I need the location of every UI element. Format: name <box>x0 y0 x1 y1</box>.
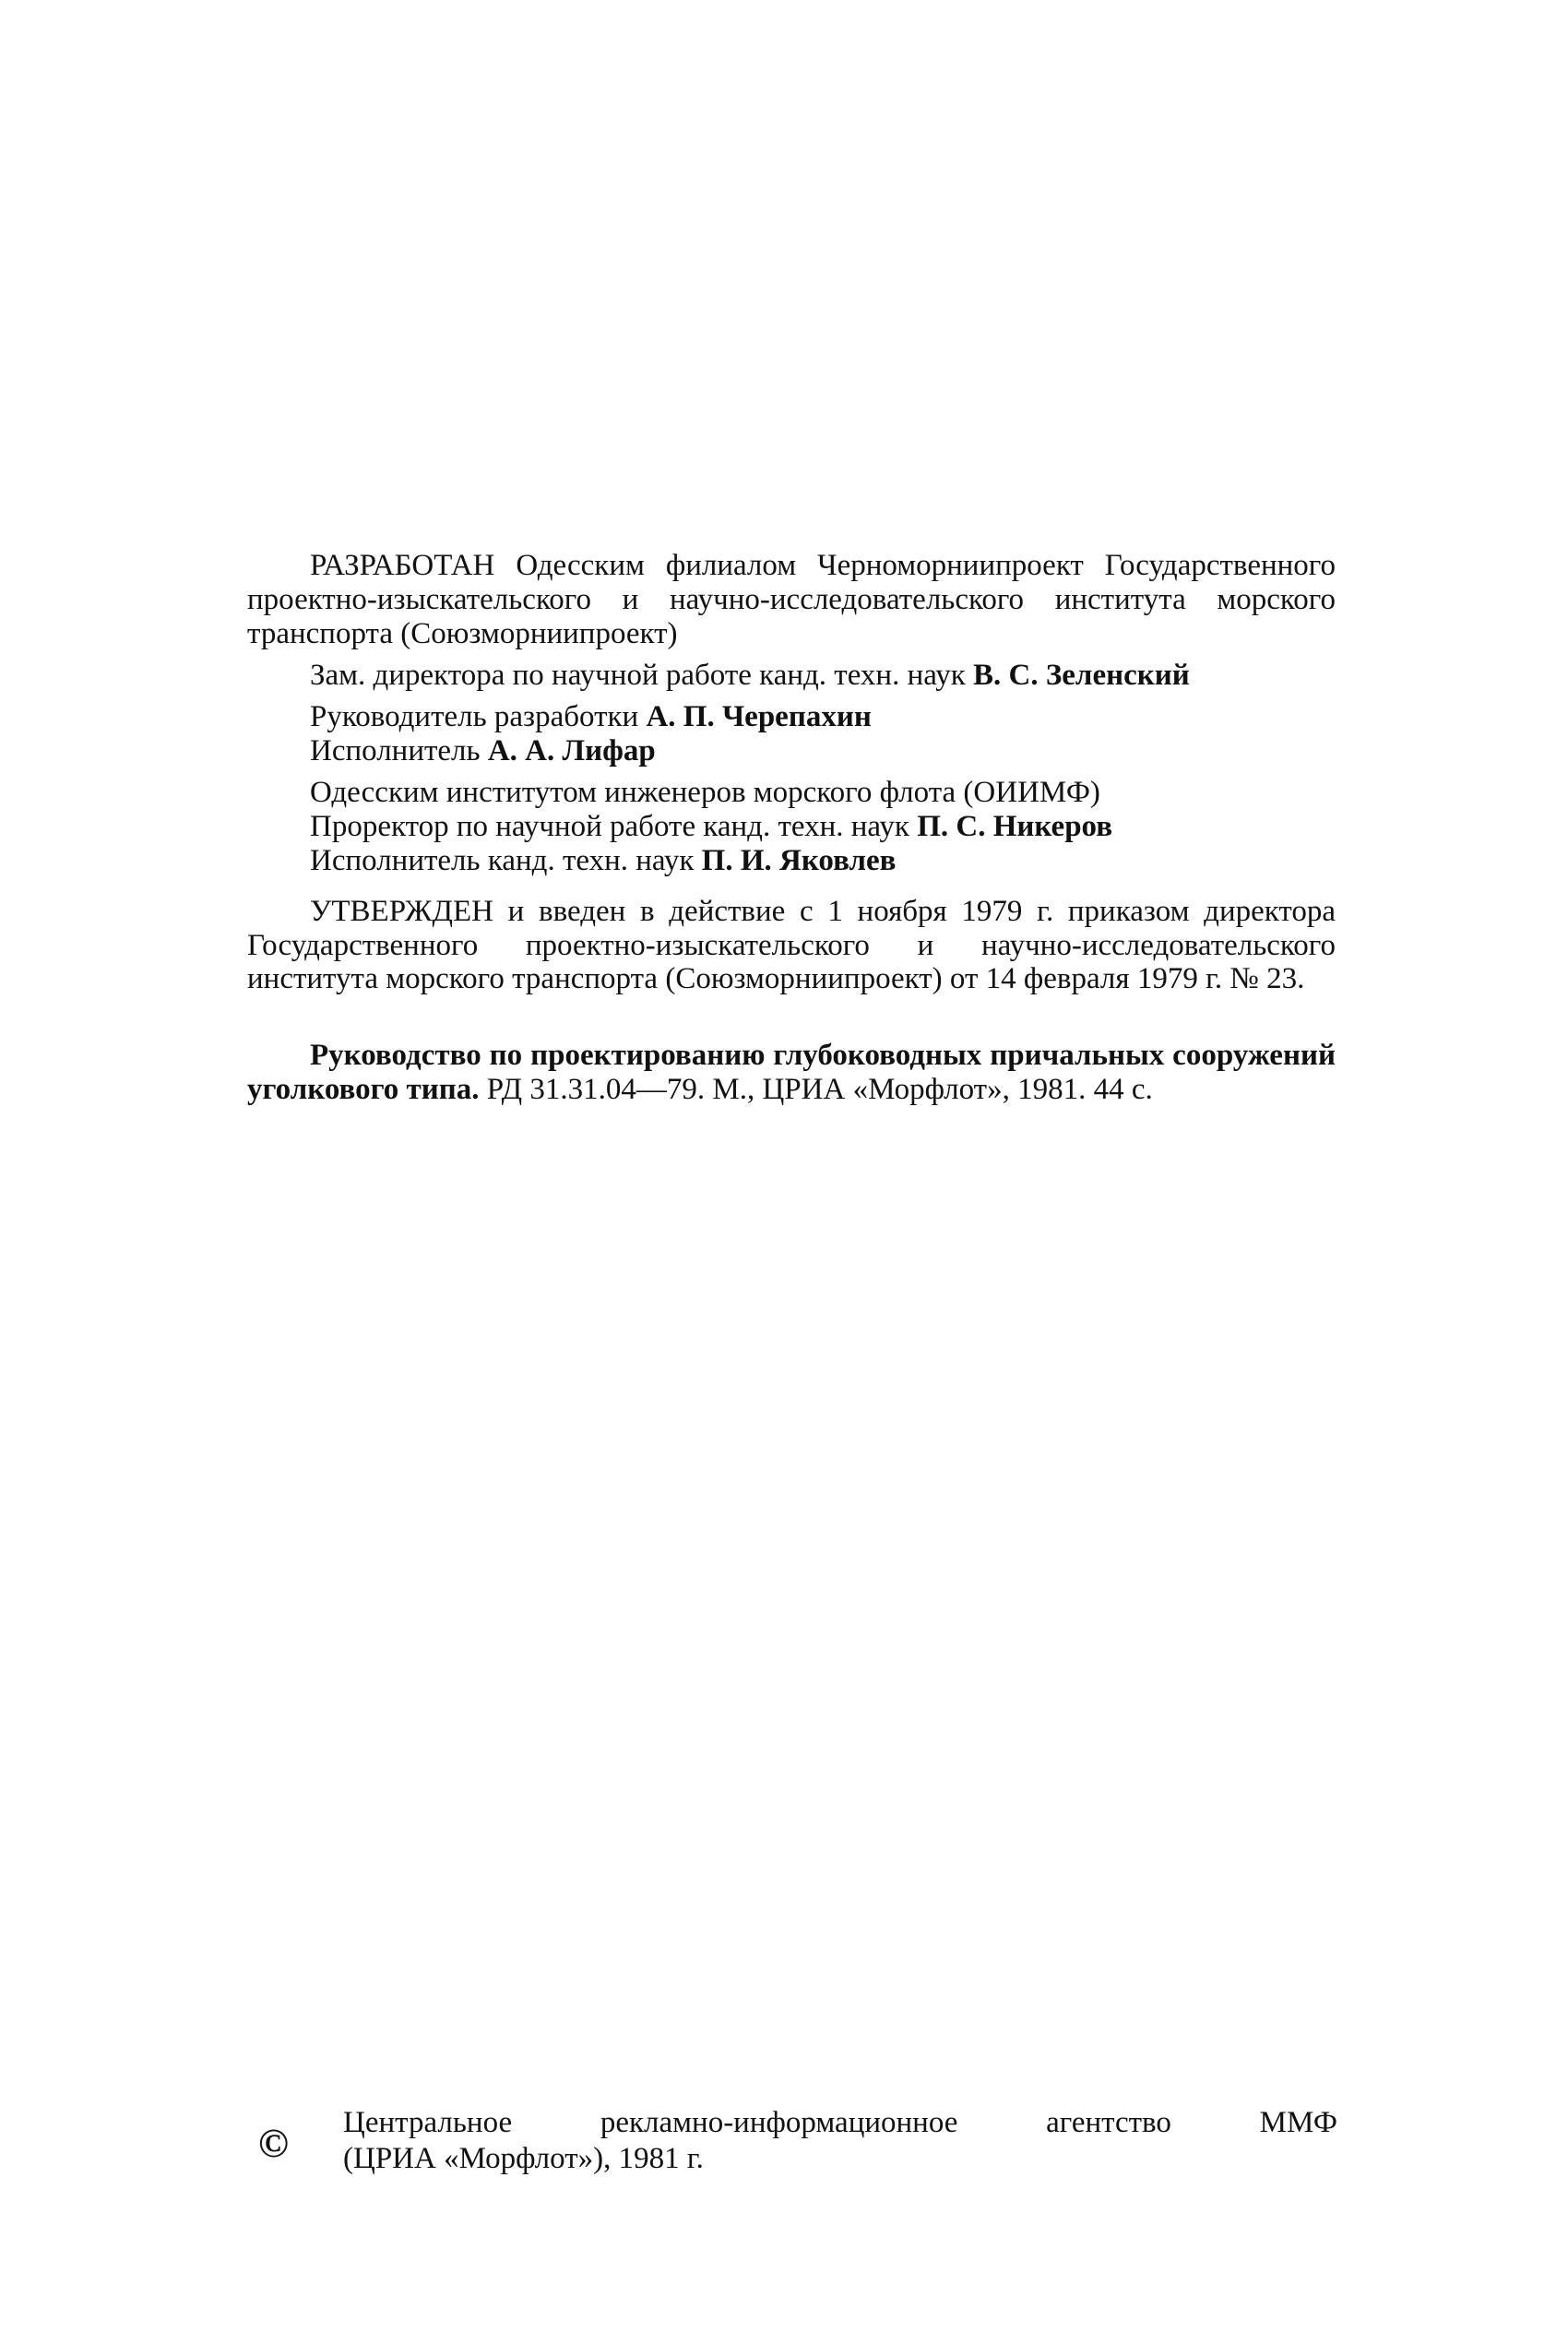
developed-paragraph <box>247 549 1336 651</box>
prorector-name: П. С. Никеров <box>917 809 1113 843</box>
developed-text: Одесским филиалом Черноморниипроект Государственного проектно-изыскательского и научно-исследовательского института морского транспорта (Союзморниипроект) <box>247 549 1336 650</box>
copyright-word: рекламно-информационное <box>600 2106 958 2139</box>
institute-line: Одесским институтом инженеров морского флота (ОИИМФ) <box>310 775 1100 809</box>
approved-keyword: УТВЕРЖДЕН <box>310 894 493 928</box>
executor2-name: П. И. Яковлев <box>701 843 897 877</box>
copyright-line-1 <box>343 2105 1337 2141</box>
deputy-line <box>247 659 1336 693</box>
copyright-line-2: (ЦРИА «Морфлот»), 1981 г. <box>343 2141 704 2175</box>
deputy-name: В. С. Зеленский <box>973 658 1190 692</box>
lead-name: А. П. Черепахин <box>646 699 872 733</box>
executor2-line <box>247 844 1336 878</box>
approved-paragraph <box>247 895 1336 997</box>
citation-paragraph <box>247 1039 1336 1107</box>
prorector-prefix: Проректор по научной работе канд. техн. наук <box>310 809 909 843</box>
developed-keyword: РАЗРАБОТАН <box>310 549 495 582</box>
executor1-name: А. А. Лифар <box>487 733 656 767</box>
executor2-prefix: Исполнитель канд. техн. наук <box>310 843 695 877</box>
executor1-line <box>247 734 1336 768</box>
copyright-word: ММФ <box>1259 2106 1337 2139</box>
citation-details: РД 31.31.04—79. М., ЦРИА «Морфлот», 1981. 44 с. <box>486 1073 1153 1107</box>
executor1-prefix: Исполнитель <box>310 733 481 767</box>
lead-line <box>247 700 1336 734</box>
copyright-block <box>258 2105 1337 2177</box>
copyright-icon: © <box>258 2121 289 2166</box>
prorector-line <box>247 810 1336 844</box>
approved-text: и введен в действие с 1 ноября 1979 г. приказом директора Государственного проектно-изыскательского и научно-исследовательского института морского транспорта (Союзморниипроект) от 14 февраля 1979 г. № 23. <box>247 894 1336 996</box>
imprint-block <box>247 549 1336 1107</box>
lead-prefix: Руководитель разработки <box>310 699 639 733</box>
copyright-word: агентство <box>1046 2106 1171 2139</box>
copyright-word: Центральное <box>343 2106 513 2139</box>
copyright-text <box>343 2105 1337 2177</box>
citation-title: Руководство по проектированию глубоководных причальных сооружений уголкового типа. <box>247 1039 1336 1107</box>
deputy-prefix: Зам. директора по научной работе канд. техн. наук <box>310 658 966 692</box>
